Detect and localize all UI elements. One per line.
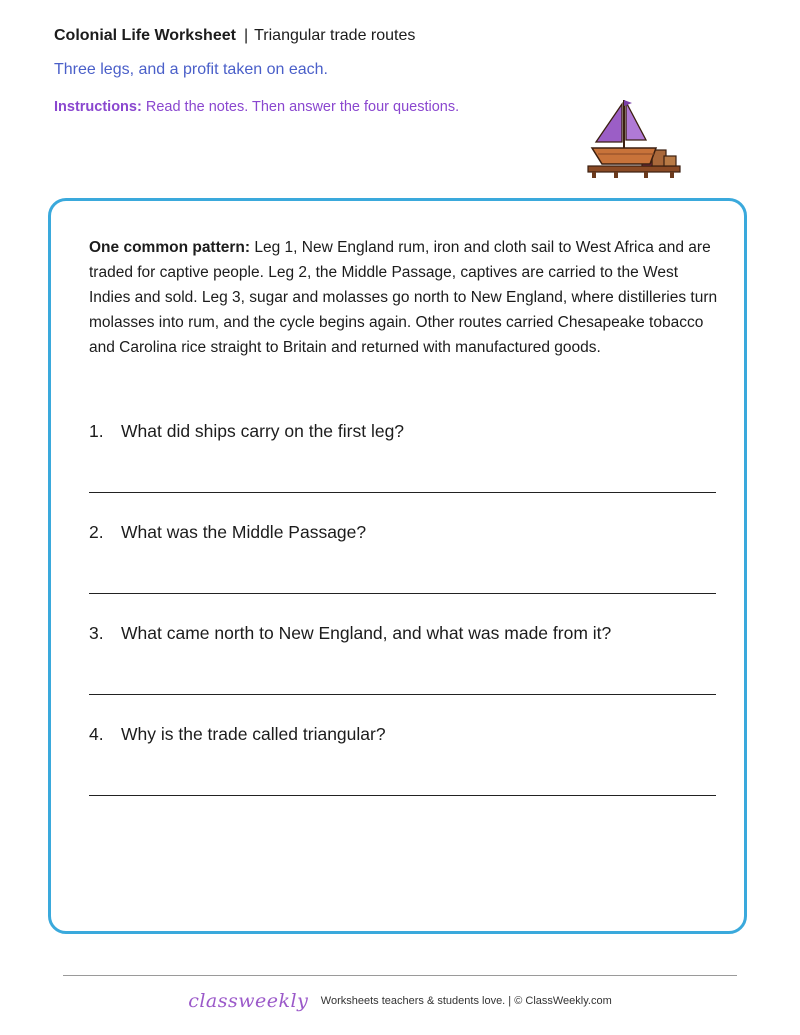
question-1 xyxy=(89,420,719,442)
question-4 xyxy=(89,723,719,745)
instructions xyxy=(54,98,459,116)
worksheet-title: Colonial Life Worksheet xyxy=(54,27,236,44)
sailing-ship-icon xyxy=(584,96,684,180)
header-separator: | xyxy=(243,27,249,44)
answer-line-2[interactable] xyxy=(89,593,716,594)
question-2 xyxy=(89,521,719,543)
question-text: What came north to New England, and what was made from it? xyxy=(121,623,612,643)
question-text: Why is the trade called triangular? xyxy=(121,724,386,744)
reading-passage xyxy=(89,235,719,360)
question-number: 1. xyxy=(89,421,104,441)
instructions-label: Instructions: xyxy=(54,99,142,115)
answer-line-1[interactable] xyxy=(89,492,716,493)
question-text: What was the Middle Passage? xyxy=(121,522,367,542)
question-number: 3. xyxy=(89,623,104,643)
worksheet-header xyxy=(54,26,415,46)
footer-divider xyxy=(63,975,737,976)
brand-logo: classweekly xyxy=(188,990,309,1012)
worksheet-topic: Triangular trade routes xyxy=(254,27,416,44)
question-number: 4. xyxy=(89,724,104,744)
question-number: 2. xyxy=(89,522,104,542)
footer-tagline: Worksheets teachers & students love. | © ClassWeekly.com xyxy=(320,995,612,1007)
passage-lead: One common pattern: xyxy=(89,239,251,256)
answer-line-3[interactable] xyxy=(89,694,716,695)
question-3 xyxy=(89,622,719,644)
answer-line-4[interactable] xyxy=(89,795,716,796)
footer xyxy=(0,990,800,1012)
instructions-text: Read the notes. Then answer the four questions. xyxy=(145,99,460,115)
worksheet-subtitle: Three legs, and a profit taken on each. xyxy=(54,61,328,78)
reading-card xyxy=(48,198,747,934)
question-text: What did ships carry on the first leg? xyxy=(121,421,405,441)
passage-text: Leg 1, New England rum, iron and cloth sail to West Africa and are traded for captive people. Leg 2, the Middle Passage, captives are carried to the West Indies and sold. Leg 3, sugar and molasses go north to New England, where distilleries turn molasses into rum, and the cycle begins again. Other routes carried Chesapeake tobacco and Carolina rice straight to Britain and returned with manufactured goods. xyxy=(89,239,718,356)
